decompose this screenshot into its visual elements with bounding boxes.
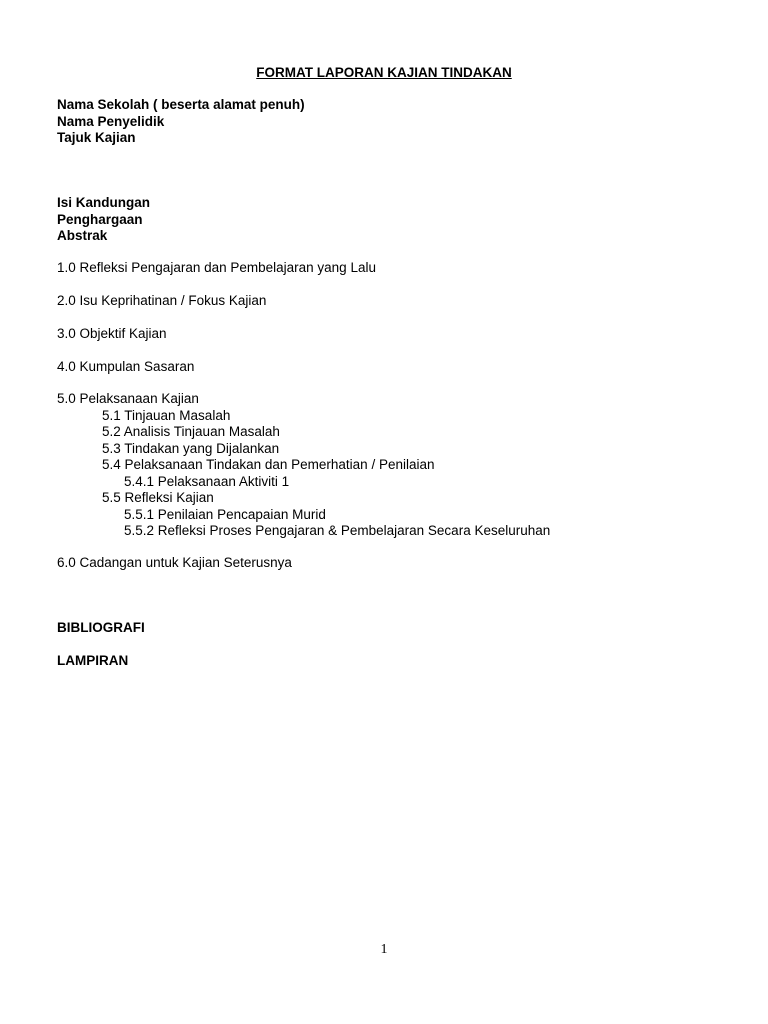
section-5-3: 5.3 Tindakan yang Dijalankan xyxy=(102,440,280,456)
section-5-5-1: 5.5.1 Penilaian Pencapaian Murid xyxy=(124,506,326,522)
front-matter-contents: Isi Kandungan xyxy=(57,195,151,210)
bibliography-label: BIBLIOGRAFI xyxy=(57,620,145,635)
section-6-heading: 6.0 Cadangan untuk Kajian Seterusnya xyxy=(57,555,292,570)
section-2-heading: 2.0 Isu Keprihatinan / Fokus Kajian xyxy=(57,293,267,308)
appendix-heading xyxy=(57,653,128,670)
bibliography-heading xyxy=(57,620,145,637)
section-5-1: 5.1 Tinjauan Masalah xyxy=(102,407,231,423)
section-4-heading: 4.0 Kumpulan Sasaran xyxy=(57,359,195,374)
section-1 xyxy=(57,260,376,277)
section-5-2: 5.2 Analisis Tinjauan Masalah xyxy=(102,424,280,439)
section-5-4-1: 5.4.1 Pelaksanaan Aktiviti 1 xyxy=(124,473,290,489)
section-5-5: 5.5 Refleksi Kajian xyxy=(102,490,214,505)
header-field-school: Nama Sekolah ( beserta alamat penuh) xyxy=(57,97,305,112)
page-number: 1 xyxy=(380,942,388,957)
header-fields xyxy=(57,97,305,147)
section-1-heading: 1.0 Refleksi Pengajaran dan Pembelajaran yang Lalu xyxy=(57,260,376,275)
section-5-5-2: 5.5.2 Refleksi Proses Pengajaran & Pembelajaran Secara Keseluruhan xyxy=(124,523,551,538)
header-field-title: Tajuk Kajian xyxy=(57,130,136,145)
section-3-heading: 3.0 Objektif Kajian xyxy=(57,326,167,341)
section-2 xyxy=(57,293,266,310)
document-title: FORMAT LAPORAN KAJIAN TINDAKAN xyxy=(256,65,512,80)
front-matter-acknowledgement: Penghargaan xyxy=(57,211,143,227)
section-5 xyxy=(57,391,550,540)
appendix-label: LAMPIRAN xyxy=(57,653,129,668)
section-4 xyxy=(57,359,194,376)
front-matter xyxy=(57,195,150,245)
section-6 xyxy=(57,555,292,572)
header-field-researcher: Nama Penyelidik xyxy=(57,113,165,129)
section-3 xyxy=(57,326,167,343)
front-matter-abstract: Abstrak xyxy=(57,228,108,243)
section-5-heading: 5.0 Pelaksanaan Kajian xyxy=(57,391,199,406)
section-5-4: 5.4 Pelaksanaan Tindakan dan Pemerhatian / Penilaian xyxy=(102,457,435,472)
